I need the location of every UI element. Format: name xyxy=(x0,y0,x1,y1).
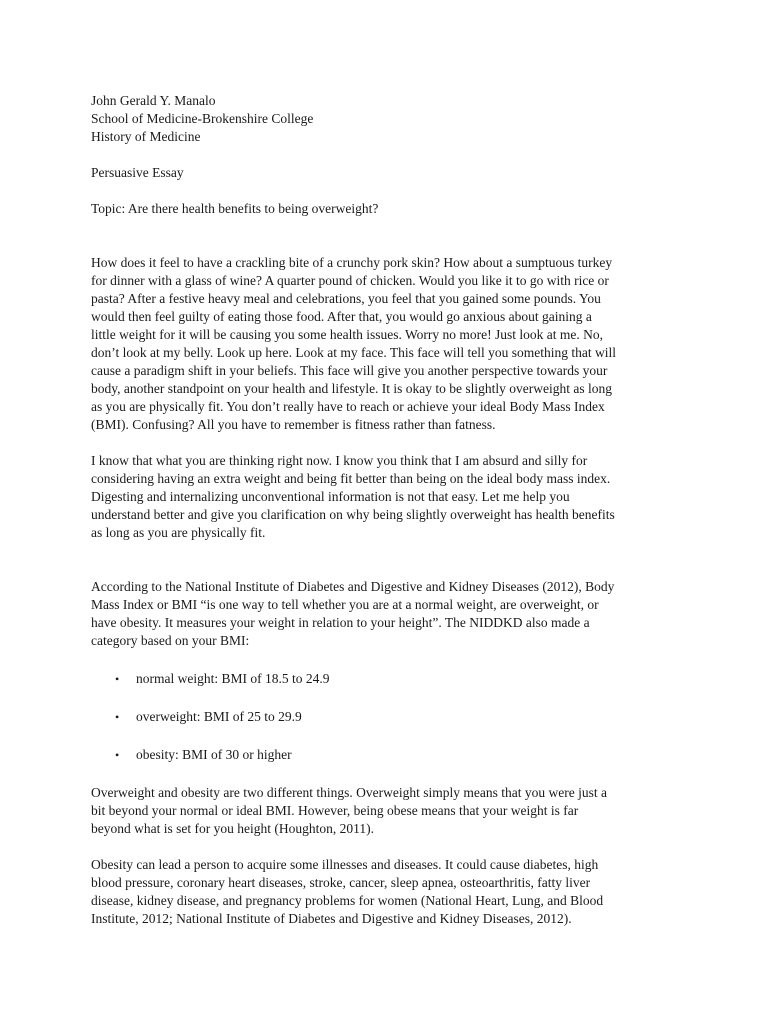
paragraph-intro: How does it feel to have a crackling bite of a crunchy pork skin? How about a sumptuous turkey for dinner with a glass of wine? A quarter pound of chicken. Would you like it to go with rice or pasta? After a festive heavy meal and celebrations, you feel that you gained some pounds. You would then feel guilty of eating those food. After that, you would go anxious about gaining a little weight for it will be causing you some health issues. Worry no more! Just look at me. No, don’t look at my belly. Look up here. Look at my face. This face will tell you something that will cause a paradigm shift in your beliefs. This face will give you another perspective towards your body, another standpoint on your health and lifestyle. It is okay to be slightly overweight as long as you are physically fit. You don’t really have to reach or achieve your ideal Body Mass Index (BMI). Confusing? All you have to remember is fitness rather than fatness. xyxy=(91,255,617,432)
paragraph-obesity-risks: Obesity can lead a person to acquire some illnesses and diseases. It could cause diabetes, high blood pressure, coronary heart diseases, stroke, cancer, sleep apnea, osteoarthritis, fatty liver disease, kidney disease, and pregnancy problems for women (National Heart, Lung, and Blood Institute, 2012; National Institute of Diabetes and Digestive and Kidney Diseases, 2012). xyxy=(91,857,604,926)
list-item xyxy=(91,670,691,688)
course-name: History of Medicine xyxy=(91,129,201,144)
list-item xyxy=(91,708,691,726)
school-name: School of Medicine-Brokenshire College xyxy=(91,111,314,126)
paragraph-bmi-definition: According to the National Institute of Diabetes and Digestive and Kidney Diseases (2012), Body Mass Index or BMI “is one way to tell whether you are at a normal weight, are overweight, or have obesity. It measures your weight in relation to your height”. The NIDDKD also made a category based on your BMI: xyxy=(91,579,615,648)
author-name: John Gerald Y. Manalo xyxy=(91,93,216,108)
list-item-text: normal weight: BMI of 18.5 to 24.9 xyxy=(136,671,330,686)
document-header xyxy=(91,92,691,146)
essay-topic: Topic: Are there health benefits to being overweight? xyxy=(91,201,379,216)
list-item-text: obesity: BMI of 30 or higher xyxy=(136,747,292,762)
bullet-icon: • xyxy=(115,672,120,686)
document-page xyxy=(91,92,691,928)
list-item-text: overweight: BMI of 25 to 29.9 xyxy=(136,709,302,724)
document-type: Persuasive Essay xyxy=(91,165,184,180)
bmi-category-list xyxy=(91,670,691,764)
list-item xyxy=(91,746,691,764)
paragraph-thesis: I know that what you are thinking right now. I know you think that I am absurd and silly for considering having an extra weight and being fit better than being on the ideal body mass index. Digesting and internalizing unconventional information is not that easy. Let me help you understand better and give you clarification on why being slightly overweight has health benefits as long as you are physically fit. xyxy=(91,453,615,540)
bullet-icon: • xyxy=(115,710,120,724)
bullet-icon: • xyxy=(115,748,120,762)
paragraph-overweight-vs-obesity: Overweight and obesity are two different things. Overweight simply means that you were just a bit beyond your normal or ideal BMI. However, being obese means that your weight is far beyond what is set for you height (Houghton, 2011). xyxy=(91,785,607,836)
